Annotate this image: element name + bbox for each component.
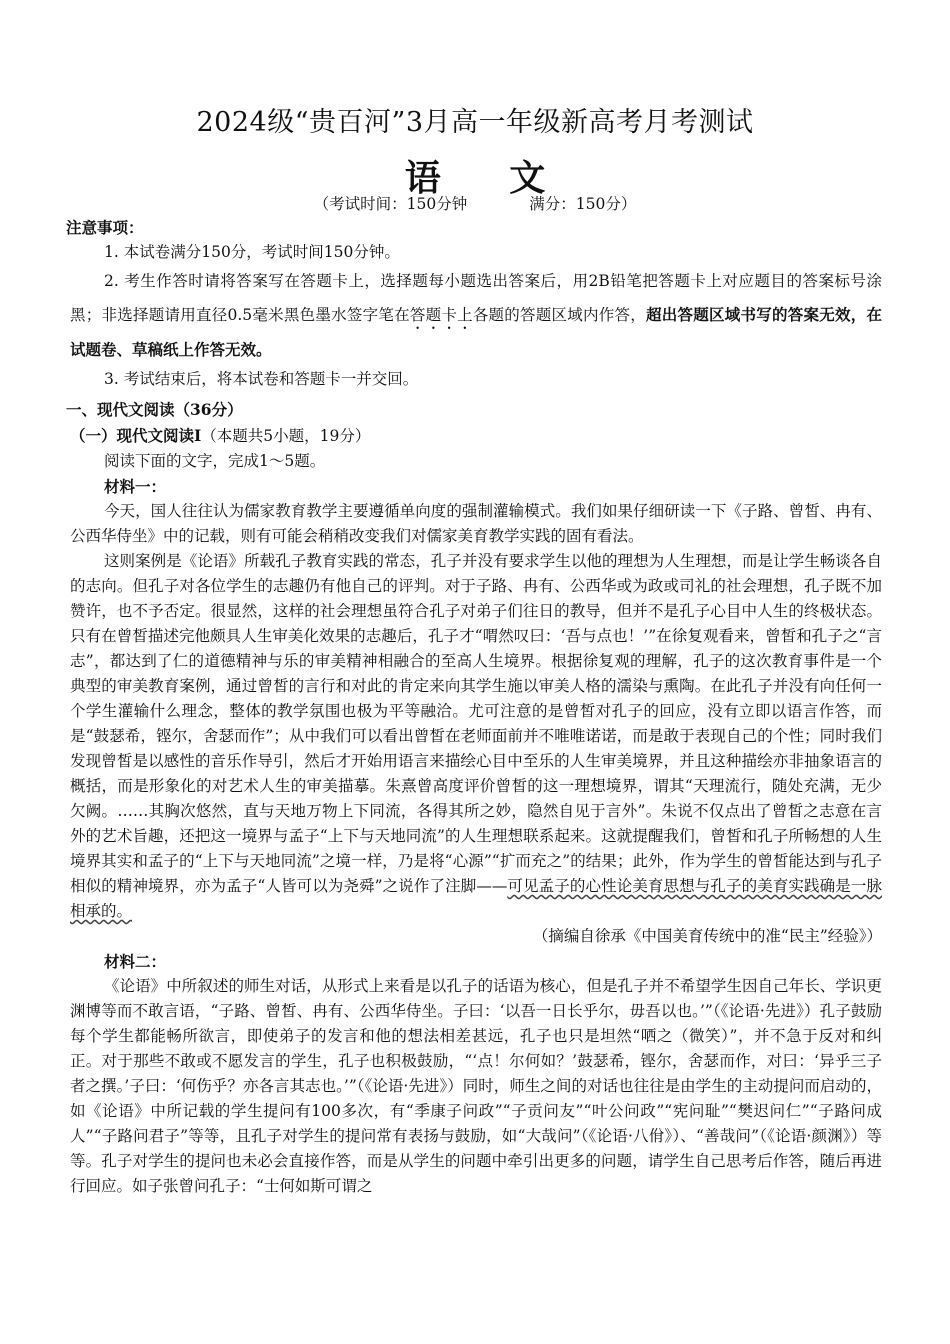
notice-item-2-text-a: 2. 考生作答时请将答案写在答题卡上，选择题每小题选出答案后，: [104, 272, 573, 290]
material-1-source: （摘编自徐承《中国美育传统中的准“民主”经验》）: [532, 927, 882, 945]
full-score: 满分：150分）: [529, 195, 637, 213]
section-1-title-text: 一、现代文阅读（36分）: [66, 400, 243, 419]
exam-info: [0, 192, 950, 214]
section-1-title: [66, 397, 882, 423]
exam-title: 2024级“贵百河”3月高一年级新高考月考测试: [196, 107, 754, 138]
section-1: [66, 397, 882, 1199]
notice-item-2-emphasis: 答题卡上: [409, 306, 473, 324]
material-1-label: 材料一：: [104, 477, 167, 496]
material-1-paragraph-2-text: 这则案例是《论语》所载孔子教育实践的常态，孔子并没有要求学生以他的理想为人生理想，而是让学生畅谈各自的志向。但孔子对各位学生的志趣仍有他自己的评判。对于子路、冉有、公西华或为政或司礼的社会理想，孔子既不加赞许，也不予否定。很显然，这样的社会理想虽符合孔子对弟子们往日的教导，但并不是孔子心目中人生的终极状态。只有在曾皙描述完他颇具人生审美化效果的志趣后，孔子才“喟然叹曰：‘吾与点也！’”在徐复观看来，曾皙和孔子之“言志”，都达到了仁的道德精神与乐的审美精神相融合的至高人生境界。根据徐复观的理解，孔子的这次教育事件是一个典型的审美教育案例，通过曾皙的言行和对此的肯定来向其学生施以审美人格的濡染与熏陶。在此孔子并没有向任何一个学生灌输什么理念，整体的教学氛围也极为平等融洽。尤可注意的是曾皙对孔子的回应，没有立即以语言作答，而是“鼓瑟希，铿尔，舍瑟而作”；从中我们可以看出曾皙在老师面前并不唯唯诺诺，而是敢于表现自己的个性；同时我们发现曾皙是以感性的音乐作导引，然后才开始用语言来描绘心目中至乐的人生审美境界，并且这种描绘亦非抽象语言的概括，而是形象化的对艺术人生的审美描摹。朱熹曾高度评价曾皙的这一理想境界，谓其“天理流行，随处充满，无少欠阙。……其胸次悠然，直与天地万物上下同流，各得其所之妙，隐然自见于言外”。朱说不仅点出了曾皙之志意在言外的艺术旨趣，还把这一境界与孟子“上下与天地同流”的人生理想联系起来。这就提醒我们，曾皙和孔子所畅想的人生境界其实和孟子的“上下与天地同流”之境一样，乃是将“心源”“扩而充之”的结果；此外，作为学生的曾皙能达到与孔子相似的精神境界，亦为孟子“人皆可以为尧舜”之说作了注脚——: [70, 552, 882, 895]
reading-instruction: 阅读下面的文字，完成1～5题。: [104, 452, 326, 470]
subsection-1-title: [70, 423, 882, 449]
material-2-label: 材料二：: [104, 952, 167, 971]
material-1-wavy-underline: 可见孟子的心性论美育思想与孔子的美育实践确是一脉相承的。: [70, 877, 882, 920]
exam-time: （考试时间：150分钟: [313, 195, 468, 213]
notice-item-2-text-b: 用2B铅笔把答题卡上对应题目的答案标号涂黑；非选择题请用直径0.5毫米黑色墨水签字笔在: [70, 272, 882, 324]
subsection-1-rest: （本题共5小题，19分）: [201, 427, 371, 445]
notice-title: 注意事项：: [66, 218, 144, 237]
subject-title: 语 文: [404, 157, 574, 199]
material-1-paragraph-1: 今天，国人往往认为儒家教育教学主要遵循单向度的强制灌输模式。我们如果仔细研读一下《子路、曾皙、冉有、公西华侍坐》中的记载，则有可能会稍稍改变我们对儒家美育教学实践的固有看法。: [70, 502, 882, 545]
notice-item-1: 1. 本试卷满分150分，考试时间150分钟。: [104, 243, 400, 261]
notice-item-2-bold: 超出答题区域书写的答案无效，在试题卷、草稿纸上作答无效。: [70, 305, 882, 359]
material-1-paragraph-2: [70, 549, 882, 924]
subsection-1-bold: （一）现代文阅读Ⅰ: [70, 426, 202, 445]
material-2-paragraph-1: 《论语》中所叙述的师生对话，从形式上来看是以孔子的话语为核心，但是孔子并不希望学生因自己年长、学识更渊博等而不敢言语，“子路、曾皙、冉有、公西华侍坐。子曰：‘以吾一日长乎尔，毋吾以也。’”（《论语·先进》）孔子鼓励每个学生都能畅所欲言，即使弟子的发言和他的想法相差甚远，孔子也只是坦然“哂之（微笑）”，并不急于反对和纠正。对于那些不敢或不愿发言的学生，孔子也积极鼓励，“‘点！尔何如？’鼓瑟希，铿尔，舍瑟而作，对曰：‘异乎三子者之撰。’子曰：‘何伤乎？亦各言其志也。’”（《论语·先进》）同时，师生之间的对话也往往是由学生的主动提问而启动的，如《论语》中所记载的学生提问有100多次，有“季康子问政”“子贡问友”“叶公问政”“宪问耻”“樊迟问仁”“子路问成人”“子路问君子”等等，且孔子对学生的提问常有表扬与鼓励，如“大哉问”（《论语·八佾》）、“善哉问”（《论语·颜渊》）等等。孔子对学生的提问也未必会直接作答，而是从学生的问题中牵引出更多的问题，请学生自己思考后作答，随后再进行回应。如子张曾问孔子：“士何如斯可谓之: [70, 977, 882, 1195]
notice-item-2-text-d: 各题的答题区域内作答，: [472, 306, 647, 324]
notice-section: [66, 215, 882, 392]
notice-item-3: 3. 考试结束后，将本试卷和答题卡一并交回。: [104, 370, 419, 388]
notice-item-2: [70, 265, 882, 367]
